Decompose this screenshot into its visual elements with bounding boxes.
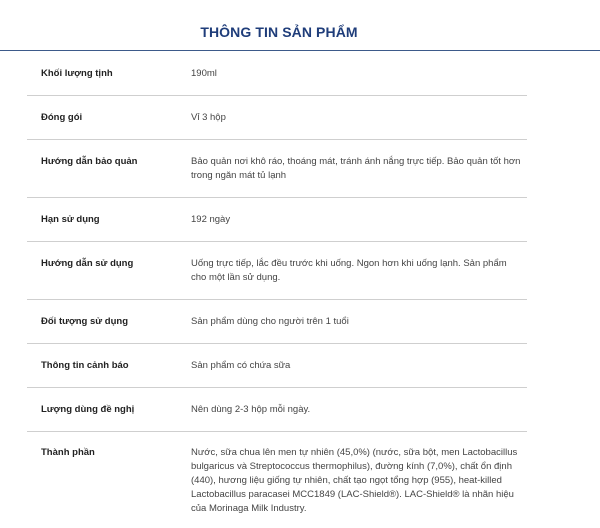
spec-row-packaging [27,96,527,140]
spec-row-target-user [27,300,527,344]
spec-value: Bảo quản nơi khô ráo, thoáng mát, tránh ánh nắng trực tiếp. Bảo quản tốt hơn trong ngăn mát tủ lạnh [191,156,521,181]
spec-label: Hướng dẫn sử dụng [41,258,134,269]
spec-row-recommended-dose [27,388,527,432]
spec-value: Sản phẩm dùng cho người trên 1 tuổi [191,316,349,327]
spec-row-net-weight [27,52,527,96]
spec-label: Đóng gói [41,112,83,123]
spec-value: Sản phẩm có chứa sữa [191,360,291,371]
spec-label: Đối tượng sử dụng [41,316,128,327]
spec-value: Nước, sữa chua lên men tự nhiên (45,0%) (nước, sữa bột, men Lactobacillus bulgaricus và Streptococcus thermophilus), đường kính (7,0%), chất ổn định (440), hương liệu giống tự nhiên, chất tạo ngọt tổng hợp (955), heat-killed Lactobacillus paracasei MCC1849 (LAC-Shield®). LAC-Shield® là nhãn hiệu của Morinaga Milk Industry. [191,447,518,514]
spec-row-shelf-life [27,198,527,242]
spec-label: Thông tin cảnh báo [41,360,129,371]
spec-value: Uống trực tiếp, lắc đều trước khi uống. Ngon hơn khi uống lạnh. Sản phẩm cho một lần sử dụng. [191,258,507,283]
section-title: THÔNG TIN SẢN PHẨM [200,24,358,40]
spec-table [27,52,527,528]
spec-label: Hướng dẫn bảo quản [41,156,138,167]
spec-row-storage [27,140,527,198]
spec-label: Khối lượng tịnh [41,68,113,79]
spec-row-ingredients [27,432,527,528]
spec-value: 192 ngày [191,214,231,225]
spec-value: Nên dùng 2-3 hộp mỗi ngày. [191,404,311,415]
spec-value: 190ml [191,68,217,79]
spec-label: Hạn sử dụng [41,214,100,225]
title-divider [0,50,600,51]
spec-row-warning [27,344,527,388]
spec-label: Thành phần [41,447,95,458]
spec-label: Lượng dùng đề nghị [41,404,135,415]
spec-row-usage [27,242,527,300]
spec-value: Vỉ 3 hộp [191,112,226,123]
